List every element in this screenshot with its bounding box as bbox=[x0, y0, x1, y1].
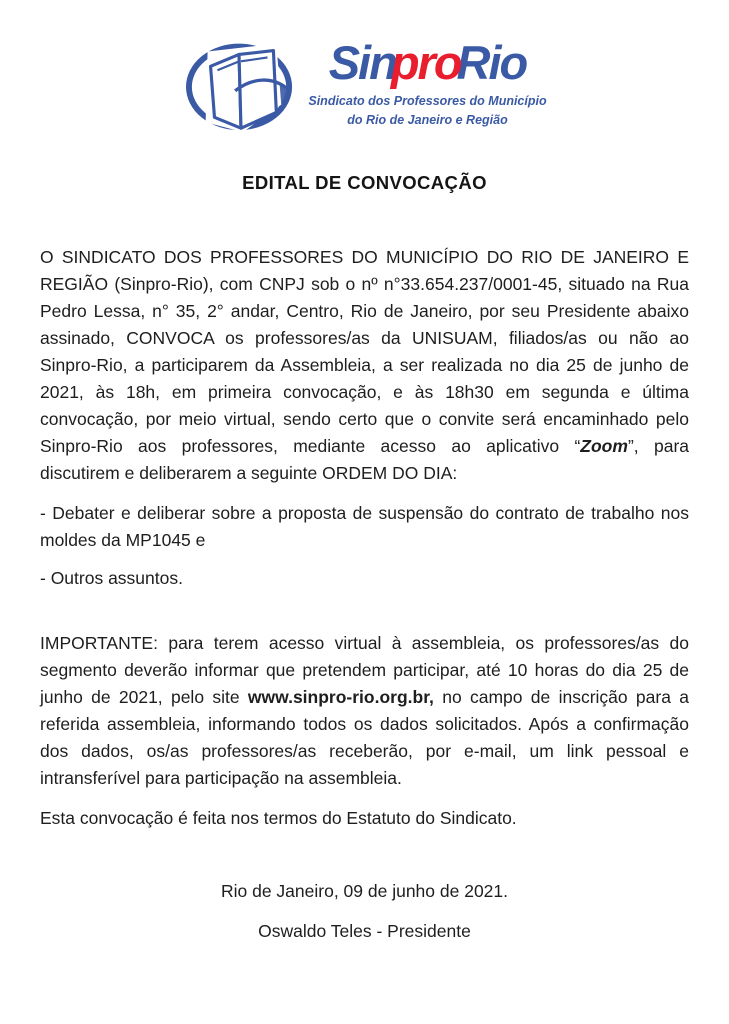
zoom-app-name: Zoom bbox=[580, 436, 628, 456]
page-title: EDITAL DE CONVOCAÇÃO bbox=[242, 172, 487, 193]
agenda-item-1: - Debater e deliberar sobre a proposta de suspensão do contrato de trabalho nos moldes da MP1045 e bbox=[40, 503, 689, 550]
paragraph-important bbox=[40, 630, 689, 792]
website-url: www.sinpro-rio.org.br, bbox=[247, 687, 434, 707]
brand-rio: Rio bbox=[456, 36, 527, 89]
brand-pro: pro bbox=[390, 36, 461, 89]
brand-wordmark bbox=[329, 38, 527, 87]
paragraph-convocation bbox=[40, 244, 689, 487]
agenda-item-2: - Outros assuntos. bbox=[40, 568, 183, 588]
document-footer bbox=[40, 878, 689, 945]
signature-line: Oswaldo Teles - Presidente bbox=[258, 921, 471, 941]
brand-sin: Sin bbox=[328, 36, 396, 89]
date-line: Rio de Janeiro, 09 de junho de 2021. bbox=[220, 881, 509, 901]
logo-subtitle-line2: do Rio de Janeiro e Região bbox=[347, 113, 508, 128]
convocation-text-end: ”, para discutirem e deliberarem a seguinte ORDEM DO DIA: bbox=[40, 436, 689, 483]
document-body bbox=[40, 244, 689, 832]
paragraph-statute-terms: Esta convocação é feita nos termos do Estatuto do Sindicato. bbox=[40, 808, 517, 828]
important-text-start: IMPORTANTE: para terem acesso virtual à assembleia, os professores/as do segmento deverão informar que pretendem participar, até 10 horas do dia 25 de junho de 2021, pelo site bbox=[40, 633, 689, 707]
important-text-end: no campo de inscrição para a referida assembleia, informando todos os dados solicitados. Após a confirmação dos dados, os/as professores/as receberão, por e-mail, um link pessoal e intransferível para participação na assembleia. bbox=[40, 687, 689, 788]
open-book-icon bbox=[182, 26, 300, 136]
logo-text-block bbox=[308, 38, 546, 130]
logo-subtitle-line1: Sindicato dos Professores do Município bbox=[308, 94, 547, 109]
sinpro-rio-logo bbox=[40, 26, 689, 136]
convocation-text-start: O SINDICATO DOS PROFESSORES DO MUNICÍPIO DO RIO DE JANEIRO E REGIÃO (Sinpro-Rio), com CNPJ sob o nº n°33.654.237/0001-45, situado na Rua Pedro Lessa, n° 35, 2° andar, Centro, Rio de Janeiro, por seu Presidente abaixo assinado, CONVOCA os professores/as da UNISUAM, filiados/as ou não ao Sinpro-Rio, a participarem da Assembleia, a ser realizada no dia 25 de junho de 2021, às 18h, em primeira convocação, e às 18h30 em segunda e última convocação, por meio virtual, sendo certo que o convite será encaminhado pelo Sinpro-Rio aos professores, mediante acesso ao aplicativo “ bbox=[40, 247, 689, 456]
logo-subtitle bbox=[308, 92, 546, 130]
